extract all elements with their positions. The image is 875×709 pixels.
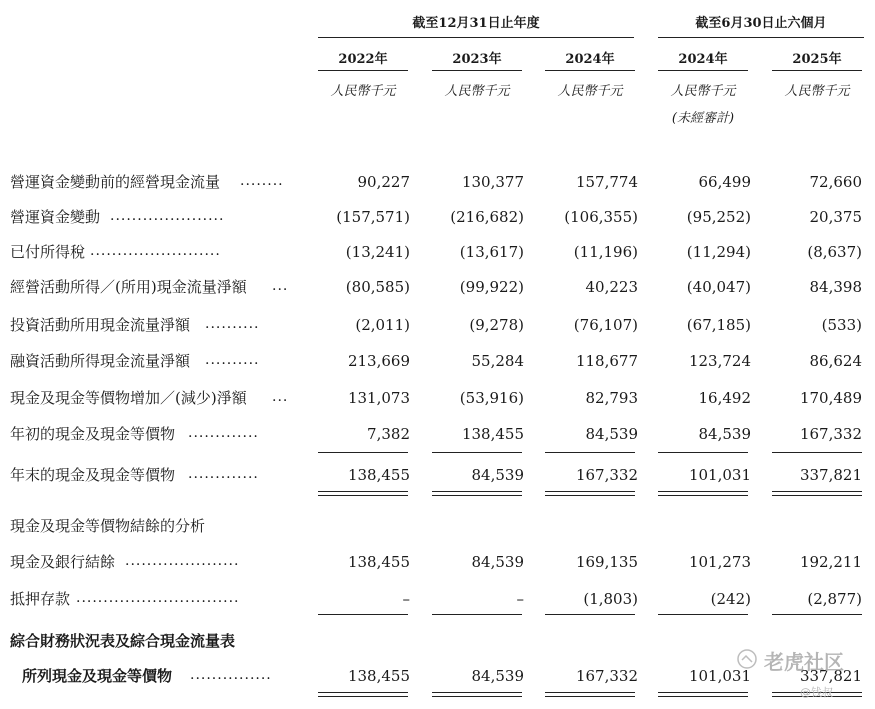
cell-2024-half: (67,185) bbox=[686, 316, 751, 334]
cell-2025-half: 72,660 bbox=[809, 173, 862, 191]
cell-2024-half: 16,492 bbox=[698, 389, 751, 407]
cell-2023: 84,539 bbox=[471, 553, 524, 571]
row-label: 營運資金變動 bbox=[10, 208, 101, 226]
unit-label-2025-half: 人民幣千元 bbox=[784, 84, 850, 99]
analysis-rule-2022 bbox=[318, 614, 408, 615]
row-label: 融資活動所得現金流量淨額 bbox=[10, 352, 191, 370]
unit-label-2024: 人民幣千元 bbox=[557, 84, 623, 99]
total-double-rule-2022 bbox=[318, 491, 408, 496]
subtotal-rule-2023 bbox=[432, 452, 522, 453]
year-header-2025-half: 2025年 bbox=[792, 52, 842, 67]
analysis-section-title: 現金及現金等價物結餘的分析 bbox=[10, 517, 206, 535]
analysis-rule-2024 bbox=[545, 614, 635, 615]
cell-2024: 157,774 bbox=[575, 173, 638, 191]
cell-2023: 138,455 bbox=[461, 425, 524, 443]
row-label: 營運資金變動前的經營現金流量 bbox=[10, 173, 221, 191]
year-rule-2022 bbox=[318, 70, 408, 71]
total-double-rule-2025-half bbox=[772, 491, 862, 496]
watermark-logo-icon bbox=[736, 648, 758, 670]
cell-2022: 213,669 bbox=[347, 352, 410, 370]
year-rule-2024-half bbox=[658, 70, 748, 71]
cell-2025-half: 86,624 bbox=[809, 352, 862, 370]
watermark-handle: @钱叔 bbox=[800, 686, 833, 699]
cell-2025-half: (8,637) bbox=[807, 243, 862, 261]
cell-2024-half: 66,499 bbox=[698, 173, 751, 191]
year-header-2024: 2024年 bbox=[565, 52, 615, 67]
cell-2024: (11,196) bbox=[573, 243, 638, 261]
analysis-rule-2025-half bbox=[772, 614, 862, 615]
watermark-brand: 老虎社区 bbox=[764, 650, 844, 674]
cell-2023: – bbox=[516, 590, 524, 608]
statement-section-title: 綜合財務狀況表及綜合現金流量表 bbox=[10, 632, 236, 650]
cell-2024-half: 84,539 bbox=[698, 425, 751, 443]
cell-2025-half: 167,332 bbox=[799, 425, 862, 443]
year-header-2023: 2023年 bbox=[452, 52, 502, 67]
row-leader: ........................ bbox=[90, 243, 221, 259]
row-leader: ........ bbox=[240, 173, 284, 189]
row-label: 經營活動所得／(所用)現金流量淨額 bbox=[10, 278, 247, 296]
row-label: 已付所得稅 bbox=[10, 243, 86, 261]
subtotal-rule-2022 bbox=[318, 452, 408, 453]
row-leader: .............................. bbox=[76, 590, 240, 606]
subtotal-rule-2024 bbox=[545, 452, 635, 453]
row-leader: ............... bbox=[190, 667, 272, 683]
cell-2024: 169,135 bbox=[575, 553, 638, 571]
cell-2022: 138,455 bbox=[347, 466, 410, 484]
header-group-annual-rule bbox=[318, 37, 634, 38]
header-group-half: 截至6月30日止六個月 bbox=[695, 16, 827, 31]
row-label: 抵押存款 bbox=[10, 590, 71, 608]
cell-2023: (216,682) bbox=[450, 208, 524, 226]
cell-2025-half: 337,821 bbox=[799, 466, 862, 484]
cell-2024-half: 123,724 bbox=[688, 352, 751, 370]
year-header-2022: 2022年 bbox=[338, 52, 388, 67]
cell-2024: 167,332 bbox=[575, 466, 638, 484]
cell-2025-half: 192,211 bbox=[799, 553, 862, 571]
subtotal-rule-2025-half bbox=[772, 452, 862, 453]
cell-2022: (2,011) bbox=[355, 316, 410, 334]
total-double-rule-2024 bbox=[545, 491, 635, 496]
cell-2024-half: (242) bbox=[710, 590, 751, 608]
cell-2024: (1,803) bbox=[583, 590, 638, 608]
cell-2024-half: (11,294) bbox=[686, 243, 751, 261]
cell-2024: (76,107) bbox=[573, 316, 638, 334]
subtotal-rule-2024-half bbox=[658, 452, 748, 453]
row-label: 投資活動所用現金流量淨額 bbox=[10, 316, 191, 334]
cell-2024-half: (95,252) bbox=[686, 208, 751, 226]
cell-2023: 130,377 bbox=[461, 173, 524, 191]
cell-2022: 131,073 bbox=[347, 389, 410, 407]
cell-2022: (157,571) bbox=[336, 208, 410, 226]
cell-2022: 7,382 bbox=[367, 425, 410, 443]
year-rule-2023 bbox=[432, 70, 522, 71]
cell-2023: 84,539 bbox=[471, 667, 524, 685]
row-label: 年末的現金及現金等價物 bbox=[10, 466, 176, 484]
cell-2022: (80,585) bbox=[345, 278, 410, 296]
year-rule-2024 bbox=[545, 70, 635, 71]
unit-label-2023: 人民幣千元 bbox=[444, 84, 510, 99]
cell-2024: 40,223 bbox=[585, 278, 638, 296]
year-header-2024-half: 2024年 bbox=[678, 52, 728, 67]
final-double-rule-2024 bbox=[545, 692, 635, 697]
cell-2025-half: (2,877) bbox=[807, 590, 862, 608]
cell-2023: (9,278) bbox=[469, 316, 524, 334]
cell-2024-half: 101,273 bbox=[688, 553, 751, 571]
row-leader: .......... bbox=[205, 352, 260, 368]
cell-2024: 82,793 bbox=[585, 389, 638, 407]
row-leader: ... bbox=[272, 389, 289, 405]
header-group-half-rule bbox=[658, 37, 864, 38]
cell-2022: 90,227 bbox=[357, 173, 410, 191]
cell-2024-half: 101,031 bbox=[688, 667, 751, 685]
cell-2025-half: 84,398 bbox=[809, 278, 862, 296]
final-double-rule-2022 bbox=[318, 692, 408, 697]
cell-2025-half: 170,489 bbox=[799, 389, 862, 407]
row-leader: ... bbox=[272, 278, 289, 294]
cell-2023: 84,539 bbox=[471, 466, 524, 484]
cell-2022: (13,241) bbox=[345, 243, 410, 261]
cell-2025-half: (533) bbox=[821, 316, 862, 334]
final-double-rule-2024-half bbox=[658, 692, 748, 697]
row-label: 年初的現金及現金等價物 bbox=[10, 425, 176, 443]
total-double-rule-2024-half bbox=[658, 491, 748, 496]
cell-2024: 118,677 bbox=[575, 352, 638, 370]
cell-2025-half: 20,375 bbox=[809, 208, 862, 226]
final-double-rule-2023 bbox=[432, 692, 522, 697]
cell-2024: (106,355) bbox=[564, 208, 638, 226]
cell-2024: 84,539 bbox=[585, 425, 638, 443]
cell-2023: (99,922) bbox=[459, 278, 524, 296]
cell-2023: 55,284 bbox=[471, 352, 524, 370]
cell-2024: 167,332 bbox=[575, 667, 638, 685]
cell-2022: 138,455 bbox=[347, 667, 410, 685]
total-double-rule-2023 bbox=[432, 491, 522, 496]
row-leader: .......... bbox=[205, 316, 260, 332]
cell-2024-half: (40,047) bbox=[686, 278, 751, 296]
row-label: 現金及銀行結餘 bbox=[10, 553, 116, 571]
header-group-annual: 截至12月31日止年度 bbox=[412, 16, 540, 31]
row-leader: ............. bbox=[188, 466, 259, 482]
unaudited-label: (未經審計) bbox=[671, 111, 735, 126]
cell-2022: – bbox=[402, 590, 410, 608]
row-leader: ..................... bbox=[125, 553, 240, 569]
analysis-rule-2023 bbox=[432, 614, 522, 615]
year-rule-2025-half bbox=[772, 70, 862, 71]
row-label: 現金及現金等價物增加／(減少)淨額 bbox=[10, 389, 247, 407]
unit-label-2024-half: 人民幣千元 bbox=[670, 84, 736, 99]
cell-2022: 138,455 bbox=[347, 553, 410, 571]
cell-2023: (13,617) bbox=[459, 243, 524, 261]
row-leader: ............. bbox=[188, 425, 259, 441]
row-leader: ..................... bbox=[110, 208, 225, 224]
row-label: 所列現金及現金等價物 bbox=[22, 667, 173, 685]
unit-label-2022: 人民幣千元 bbox=[330, 84, 396, 99]
analysis-rule-2024-half bbox=[658, 614, 748, 615]
cell-2024-half: 101,031 bbox=[688, 466, 751, 484]
cell-2025-half: 337,821 bbox=[799, 667, 862, 685]
cell-2023: (53,916) bbox=[459, 389, 524, 407]
